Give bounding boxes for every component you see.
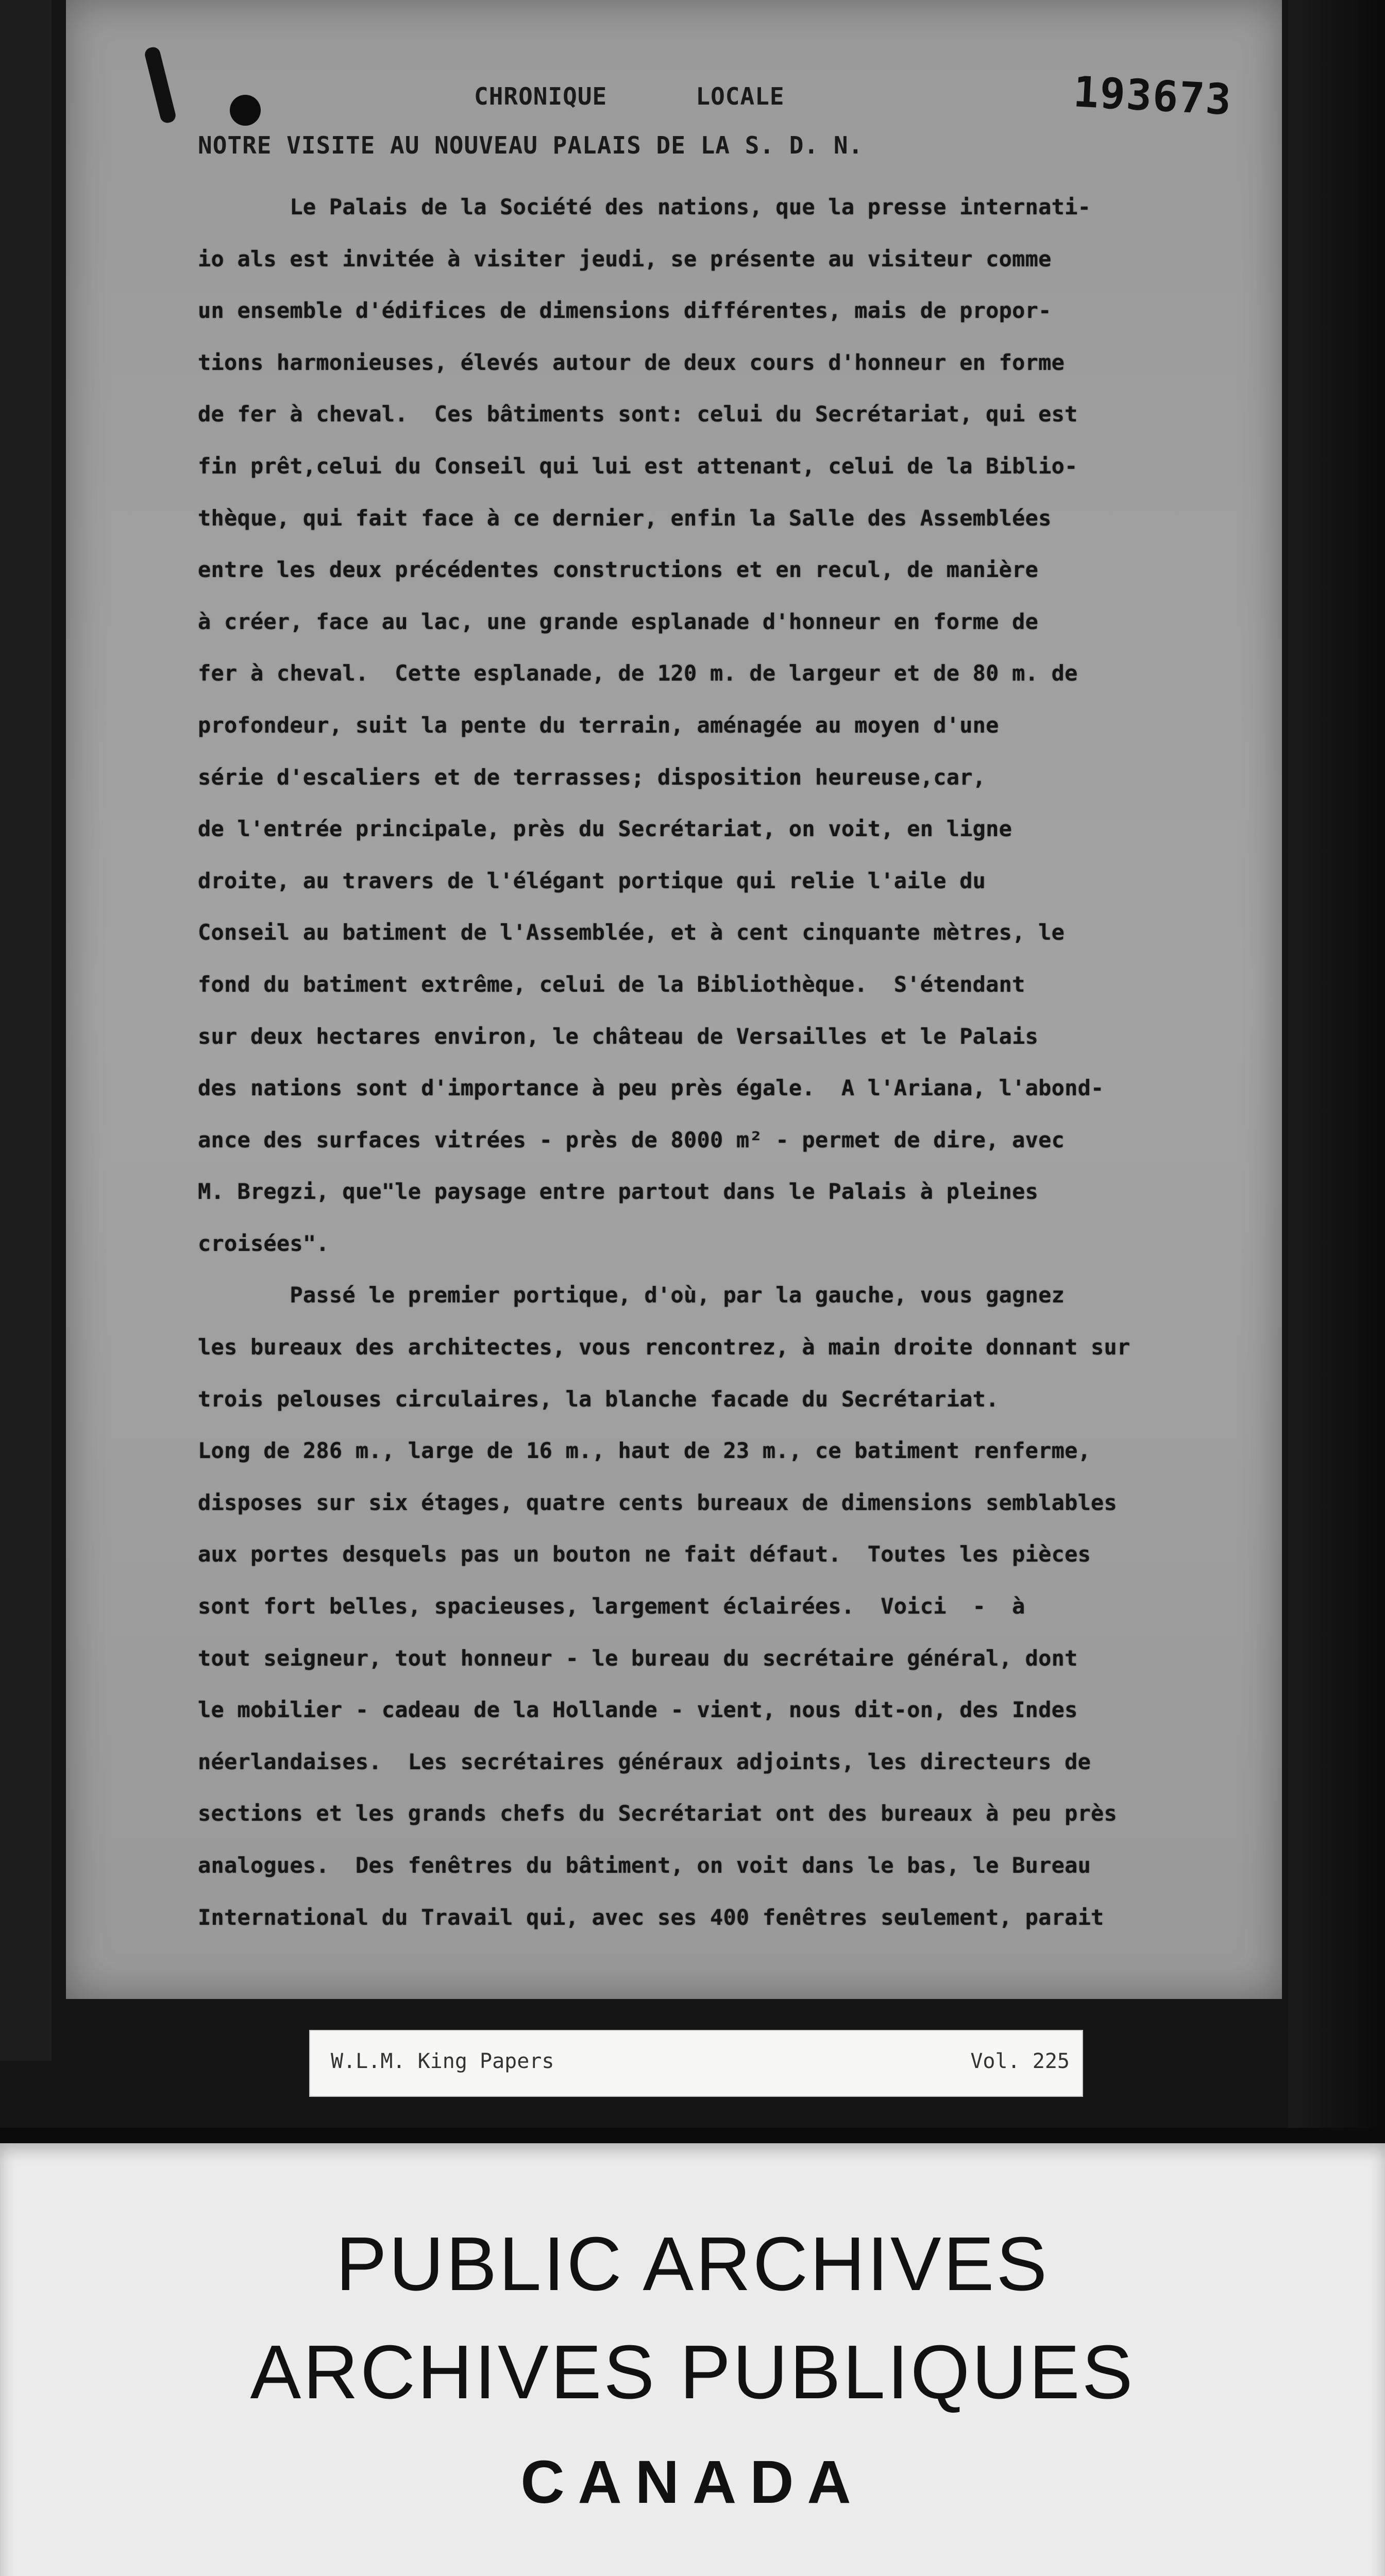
scan-right-shadow: [1288, 0, 1385, 2128]
archives-card: [0, 2143, 1385, 2576]
scan-left-edge: [0, 0, 52, 2061]
pen-mark: [143, 46, 177, 125]
text-line: Passé le premier portique, d'où, par la gauche, vous gagnez: [198, 1282, 1065, 1308]
collection-label: [309, 2030, 1083, 2097]
text-line: tions harmonieuses, élevés autour de deux cours d'honneur en forme: [198, 349, 1065, 375]
text-line: sont fort belles, spacieuses, largement éclairées. Voici - à: [198, 1594, 1025, 1619]
text-line: entre les deux précédentes constructions et en recul, de manière: [198, 557, 1039, 583]
text-line: aux portes desquels pas un bouton ne fait défaut. Toutes les pièces: [198, 1541, 1091, 1567]
text-line: fin prêt,celui du Conseil qui lui est attenant, celui de la Biblio-: [198, 453, 1078, 479]
text-line: droite, au travers de l'élégant portique qui relie l'aile du: [198, 868, 986, 893]
text-line: Conseil au batiment de l'Assemblée, et à cent cinquante mètres, le: [198, 920, 1065, 945]
text-line: fond du batiment extrême, celui de la Bibliothèque. S'étendant: [198, 971, 1025, 997]
text-line: fer à cheval. Cette esplanade, de 120 m. de largeur et de 80 m. de: [198, 660, 1078, 686]
text-line: les bureaux des architectes, vous rencontrez, à main droite donnant sur: [198, 1334, 1130, 1360]
text-line: International du Travail qui, avec ses 400 fenêtres seulement, parait: [198, 1904, 1104, 1930]
archives-title-english: PUBLIC ARCHIVES: [335, 2222, 1050, 2307]
page-heading: CHRONIQUE LOCALE: [474, 82, 785, 110]
text-line: M. Bregzi, que"le paysage entre partout dans le Palais à pleines: [198, 1179, 1039, 1205]
collection-name: W.L.M. King Papers: [331, 2049, 554, 2073]
document-number: 193673: [1072, 67, 1234, 125]
text-line: de l'entrée principale, près du Secrétariat, on voit, en ligne: [198, 816, 1012, 842]
punch-hole: [230, 95, 261, 126]
text-line: analogues. Des fenêtres du bâtiment, on voit dans le bas, le Bureau: [198, 1853, 1091, 1878]
text-line: sur deux hectares environ, le château de Versailles et le Palais: [198, 1023, 1039, 1049]
text-line: à créer, face au lac, une grande esplanade d'honneur en forme de: [198, 608, 1039, 634]
volume-number: Vol. 225: [970, 2049, 1070, 2073]
archives-title-french: ARCHIVES PUBLIQUES: [250, 2330, 1135, 2415]
text-line: néerlandaises. Les secrétaires généraux adjoints, les directeurs de: [198, 1749, 1091, 1774]
text-line: profondeur, suit la pente du terrain, aménagée au moyen d'une: [198, 712, 999, 738]
text-line: sections et les grands chefs du Secrétariat ont des bureaux à peu près: [198, 1801, 1118, 1826]
text-line: tout seigneur, tout honneur - le bureau du secrétaire général, dont: [198, 1645, 1078, 1671]
text-line: thèque, qui fait face à ce dernier, enfin la Salle des Assemblées: [198, 505, 1052, 531]
text-line: ance des surfaces vitrées - près de 8000 m² - permet de dire, avec: [198, 1127, 1065, 1153]
text-line: série d'escaliers et de terrasses; disposition heureuse,car,: [198, 764, 986, 790]
text-line: croisées".: [198, 1230, 329, 1256]
text-line: de fer à cheval. Ces bâtiments sont: celui du Secrétariat, qui est: [198, 401, 1078, 427]
text-line: disposes sur six étages, quatre cents bureaux de dimensions semblables: [198, 1489, 1118, 1515]
text-line: Le Palais de la Société des nations, que la presse internati-: [198, 194, 1091, 219]
article-title: NOTRE VISITE AU NOUVEAU PALAIS DE LA S. D. N.: [198, 131, 864, 159]
article-body: [198, 181, 1284, 1943]
text-line: Long de 286 m., large de 16 m., haut de 23 m., ce batiment renferme,: [198, 1438, 1091, 1464]
archives-country: CANADA: [520, 2448, 865, 2516]
text-line: trois pelouses circulaires, la blanche facade du Secrétariat.: [198, 1386, 999, 1412]
text-line: le mobilier - cadeau de la Hollande - vient, nous dit-on, des Indes: [198, 1697, 1078, 1723]
text-line: des nations sont d'importance à peu près égale. A l'Ariana, l'abond-: [198, 1075, 1104, 1101]
text-line: un ensemble d'édifices de dimensions différentes, mais de propor-: [198, 298, 1052, 324]
text-line: io als est invitée à visiter jeudi, se présente au visiteur comme: [198, 246, 1052, 272]
